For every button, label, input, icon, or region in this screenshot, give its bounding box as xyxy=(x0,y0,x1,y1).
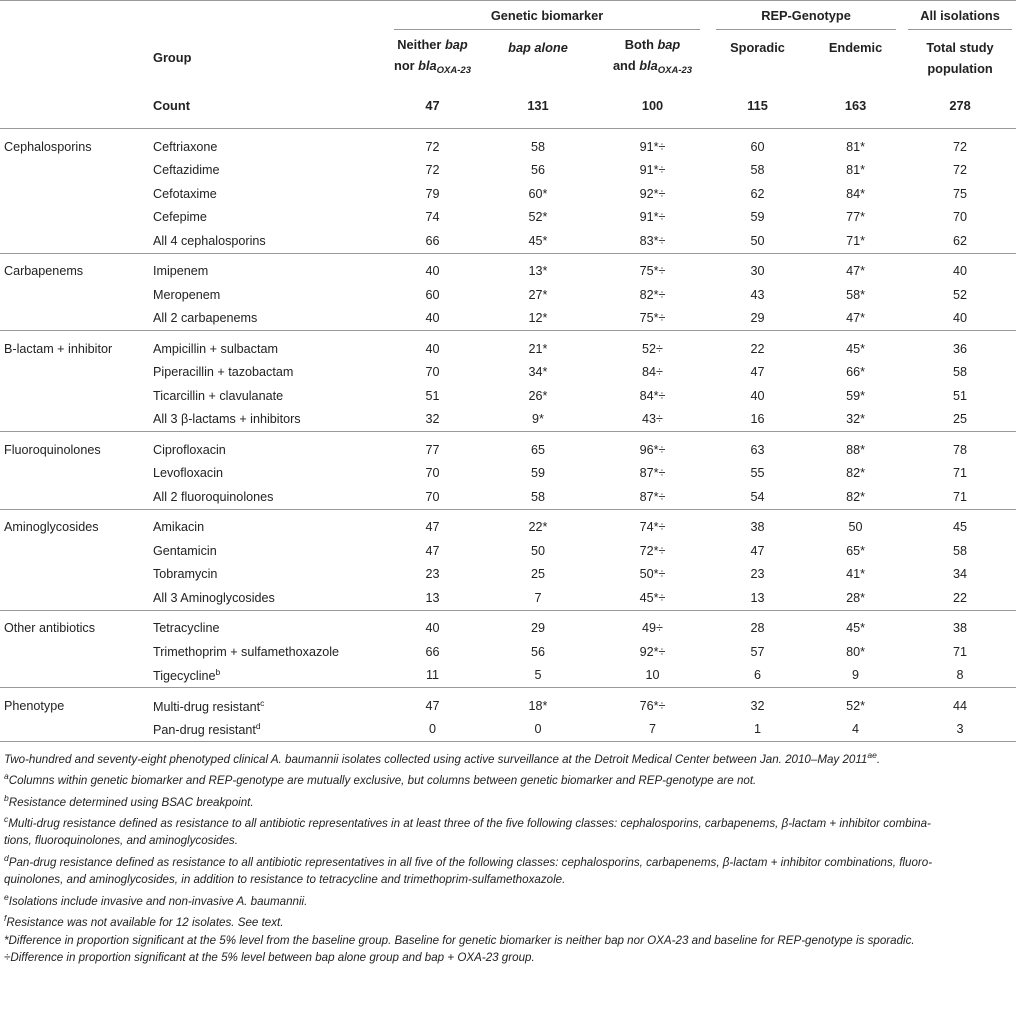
cell-value: 83*÷ xyxy=(639,233,666,248)
table-row xyxy=(0,462,1016,486)
cell-value: 23 xyxy=(425,567,440,582)
cell-value: 79 xyxy=(425,186,440,201)
antibiotic-name: Ticarcillin + clavulanate xyxy=(153,388,284,403)
cell-value: 7 xyxy=(649,722,657,737)
col-both-header: Both bap and bla$_{OXA-23}$ xyxy=(612,37,693,76)
cell-value: 96*÷ xyxy=(639,442,666,457)
cell-value: 51 xyxy=(425,388,440,403)
cell-value: 47* xyxy=(846,311,865,326)
cell-value: 13 xyxy=(425,590,440,605)
table-row xyxy=(0,610,1016,640)
antibiotic-name: All 3 β-lactams + inhibitors xyxy=(153,412,301,427)
table-row xyxy=(0,485,1016,509)
cell-value: 71 xyxy=(953,489,968,504)
cell-value: 40 xyxy=(425,621,440,636)
rep-genotype-header: REP-Genotype xyxy=(716,4,896,30)
col-sporadic-header: Sporadic xyxy=(730,39,785,55)
cell-value: 62 xyxy=(953,233,968,248)
cell-value: 27* xyxy=(528,287,548,302)
cell-value: 22 xyxy=(750,341,765,356)
table-row xyxy=(0,307,1016,331)
cell-value: 50 xyxy=(530,543,545,558)
antibiotic-name: Tetracycline xyxy=(153,621,220,636)
cell-value: 70 xyxy=(425,489,440,504)
class-label: Aminoglycosides xyxy=(4,520,99,535)
antibiotic-name: Multi-drug resistant$^c$ xyxy=(153,697,265,714)
cell-value: 82* xyxy=(846,466,865,481)
cell-value: 66 xyxy=(425,233,440,248)
cell-value: 45* xyxy=(528,233,548,248)
cell-value: 29 xyxy=(530,621,545,636)
cell-value: 52 xyxy=(953,287,968,302)
cell-value: 13 xyxy=(750,590,765,605)
cell-value: 60 xyxy=(750,139,765,154)
table-row xyxy=(0,283,1016,307)
antibiotic-name: All 2 fluoroquinolones xyxy=(153,489,274,504)
cell-value: 59* xyxy=(846,388,865,403)
cell-value: 59 xyxy=(530,466,545,481)
cell-value: 38 xyxy=(750,520,765,535)
cell-value: 92*÷ xyxy=(639,186,666,201)
cell-value: 56 xyxy=(530,163,545,178)
cell-value: 58 xyxy=(750,163,765,178)
footnote-divide: ÷Difference in proportion significant at the 5% level between bap alone group and bap + OXA-23 group. xyxy=(4,951,535,965)
cell-value: 45* xyxy=(846,621,865,636)
cell-value: 57 xyxy=(750,644,765,659)
antibiotic-name: Cefepime xyxy=(153,210,207,225)
count-value: 100 xyxy=(641,98,664,113)
cell-value: 52* xyxy=(528,210,548,225)
cell-value: 32 xyxy=(425,412,440,427)
table-row xyxy=(0,640,1016,664)
cell-value: 92*÷ xyxy=(639,644,666,659)
cell-value: 70 xyxy=(953,210,968,225)
cell-value: 75*÷ xyxy=(639,264,666,279)
cell-value: 45*÷ xyxy=(639,590,666,605)
cell-value: 88* xyxy=(846,442,865,457)
antibiotic-name: Tigecycline$^b$ xyxy=(153,667,221,684)
table-row xyxy=(0,229,1016,253)
cell-value: 71 xyxy=(953,644,968,659)
cell-value: 72 xyxy=(425,139,440,154)
cell-value: 22 xyxy=(953,590,968,605)
footnote-star: *Difference in proportion significant at the 5% level from the baseline group. Baseline for genetic biomarker is neither bap nor OXA-23 and baseline for REP-genotype is sporadic. xyxy=(4,933,915,947)
class-label: Cephalosporins xyxy=(4,139,92,154)
antibiotic-name: Gentamicin xyxy=(153,543,217,558)
cell-value: 47 xyxy=(425,698,440,713)
cell-value: 12* xyxy=(528,311,548,326)
class-label: Phenotype xyxy=(4,698,65,713)
cell-value: 50*÷ xyxy=(639,567,666,582)
cell-value: 51 xyxy=(953,388,968,403)
cell-value: 71* xyxy=(846,233,865,248)
cell-value: 7 xyxy=(534,590,542,605)
cell-value: 81* xyxy=(846,163,865,178)
cell-value: 47 xyxy=(425,543,440,558)
antibiotic-name: Ceftriaxone xyxy=(153,139,218,154)
cell-value: 47 xyxy=(750,365,765,380)
cell-value: 3 xyxy=(956,722,964,737)
cell-value: 56 xyxy=(530,644,545,659)
cell-value: 4 xyxy=(852,722,860,737)
antibiotic-name: All 3 Aminoglycosides xyxy=(153,590,275,605)
cell-value: 63 xyxy=(750,442,765,457)
cell-value: 82* xyxy=(846,489,865,504)
antibiotic-name: Ampicillin + sulbactam xyxy=(153,341,278,356)
cell-value: 65* xyxy=(846,543,865,558)
cell-value: 70 xyxy=(425,466,440,481)
col-bap-alone-header: bap alone xyxy=(508,39,568,55)
antibiotic-name: Trimethoprim + sulfamethoxazole xyxy=(153,644,340,659)
cell-value: 40 xyxy=(953,311,968,326)
cell-value: 34 xyxy=(953,567,968,582)
cell-value: 30 xyxy=(750,264,765,279)
header-row-1 xyxy=(0,1,1016,33)
cell-value: 9 xyxy=(852,668,860,683)
cell-value: 72 xyxy=(953,163,968,178)
table-row xyxy=(0,182,1016,206)
footnote-d: $^d$Pan-drug resistance defined as resistance to all antibiotic representatives in all five of the following classes: cephalosporins, carbapenems, β-lactam + inhibitor combinations, fluoro- xyxy=(4,852,933,869)
cell-value: 43 xyxy=(750,287,765,302)
cell-value: 40 xyxy=(750,388,765,403)
antibiotic-name: Piperacillin + tazobactam xyxy=(153,365,294,380)
cell-value: 75*÷ xyxy=(639,311,666,326)
cell-value: 23 xyxy=(750,567,765,582)
cell-value: 21* xyxy=(528,341,548,356)
cell-value: 47 xyxy=(750,543,765,558)
antibiotic-name: Cefotaxime xyxy=(153,186,217,201)
table-row xyxy=(0,539,1016,563)
cell-value: 91*÷ xyxy=(639,139,666,154)
col-neither-header: Neither bap nor bla$_{OXA-23}$ xyxy=(394,37,471,76)
cell-value: 87*÷ xyxy=(639,489,666,504)
cell-value: 80* xyxy=(846,644,865,659)
table-row xyxy=(0,408,1016,432)
cell-value: 43÷ xyxy=(642,412,663,427)
cell-value: 25 xyxy=(530,567,545,582)
cell-value: 50 xyxy=(750,233,765,248)
cell-value: 84* xyxy=(846,186,865,201)
cell-value: 26* xyxy=(528,388,548,403)
antibiotic-name: Levofloxacin xyxy=(153,466,224,481)
antibiotic-name: Imipenem xyxy=(153,264,209,279)
table-row xyxy=(0,509,1016,539)
table-row xyxy=(0,718,1016,742)
cell-value: 9* xyxy=(532,412,544,427)
cell-value: 77 xyxy=(425,442,440,457)
header-row-2 xyxy=(0,32,1016,83)
cell-value: 28* xyxy=(846,590,865,605)
antibiotic-name: Pan-drug resistant$^d$ xyxy=(153,721,261,738)
footnote-e: $^e$Isolations include invasive and non-invasive A. baumannii. xyxy=(4,891,308,908)
cell-value: 77* xyxy=(846,210,865,225)
antibiotic-name: Amikacin xyxy=(153,520,205,535)
footnote-b: $^b$Resistance determined using BSAC breakpoint. xyxy=(4,792,254,809)
cell-value: 75 xyxy=(953,186,968,201)
cell-value: 66 xyxy=(425,644,440,659)
table-row xyxy=(0,206,1016,230)
cell-value: 60 xyxy=(425,287,440,302)
cell-value: 66* xyxy=(846,365,865,380)
footnote-c: $^c$Multi-drug resistance defined as resistance to all antibiotic representatives in at least three of the five following classes: cephalosporins, carbapenems, β-lactam + inhibitor combina- xyxy=(4,814,931,830)
cell-value: 72*÷ xyxy=(639,543,666,558)
cell-value: 10 xyxy=(645,668,660,683)
cell-value: 87*÷ xyxy=(639,466,666,481)
cell-value: 0 xyxy=(428,722,436,737)
cell-value: 25 xyxy=(953,412,968,427)
cell-value: 78 xyxy=(953,442,968,457)
class-label: Carbapenems xyxy=(4,264,84,279)
table-row xyxy=(0,361,1016,385)
cell-value: 28 xyxy=(750,621,765,636)
cell-value: 45* xyxy=(846,341,865,356)
cell-value: 59 xyxy=(750,210,765,225)
cell-value: 40 xyxy=(425,311,440,326)
cell-value: 47* xyxy=(846,264,865,279)
cell-value: 16 xyxy=(750,412,765,427)
count-value: 163 xyxy=(844,98,867,113)
footnotes xyxy=(0,742,1016,967)
cell-value: 65 xyxy=(530,442,545,457)
cell-value: 29 xyxy=(750,311,765,326)
cell-value: 58 xyxy=(953,543,968,558)
cell-value: 55 xyxy=(750,466,765,481)
antibiotic-name: Meropenem xyxy=(153,287,221,302)
class-label: Fluoroquinolones xyxy=(4,442,101,457)
cell-value: 81* xyxy=(846,139,865,154)
table-row xyxy=(0,563,1016,587)
table-row xyxy=(0,331,1016,361)
cell-value: 18* xyxy=(528,698,548,713)
cell-value: 62 xyxy=(750,186,765,201)
cell-value: 58 xyxy=(530,489,545,504)
class-label: Other antibiotics xyxy=(4,621,95,636)
cell-value: 72 xyxy=(425,163,440,178)
cell-value: 22* xyxy=(528,520,548,535)
table-row xyxy=(0,586,1016,610)
antibiotic-name: Ceftazidime xyxy=(153,163,220,178)
cell-value: 41* xyxy=(846,567,865,582)
cell-value: 54 xyxy=(750,489,765,504)
cell-value: 76*÷ xyxy=(639,698,666,713)
footnote-intro: Two-hundred and seventy-eight phenotyped clinical A. baumannii isolates collected using active surveillance at the Detroit Medical Center between Jan. 2010–May $2011^{ae}$. xyxy=(4,750,881,766)
count-label: Count xyxy=(153,98,190,113)
antibiotic-name: All 4 cephalosporins xyxy=(153,233,266,248)
cell-value: 60* xyxy=(528,186,548,201)
cell-value: 74*÷ xyxy=(639,520,666,535)
cell-value: 6 xyxy=(754,668,762,683)
table-row xyxy=(0,688,1016,718)
cell-value: 11 xyxy=(425,668,440,683)
table-row xyxy=(0,432,1016,462)
cell-value: 84*÷ xyxy=(639,388,666,403)
cell-value: 0 xyxy=(534,722,542,737)
col-endemic-header: Endemic xyxy=(828,39,883,55)
group-header: Group xyxy=(153,50,192,65)
cell-value: 44 xyxy=(953,698,968,713)
cell-value: 74 xyxy=(425,210,440,225)
antibiotic-name: Tobramycin xyxy=(153,567,218,582)
cell-value: 49÷ xyxy=(642,621,663,636)
cell-value: 38 xyxy=(953,621,968,636)
table-row xyxy=(0,253,1016,283)
cell-value: 84÷ xyxy=(642,365,663,380)
cell-value: 8 xyxy=(956,668,964,683)
cell-value: 52÷ xyxy=(642,341,663,356)
cell-value: 58* xyxy=(846,287,865,302)
table-row xyxy=(0,129,1016,159)
cell-value: 91*÷ xyxy=(639,163,666,178)
cell-value: 32 xyxy=(750,698,765,713)
cell-value: 40 xyxy=(425,264,440,279)
cell-value: 36 xyxy=(953,341,968,356)
count-value: 131 xyxy=(527,98,549,113)
antibiotic-name: All 2 carbapenems xyxy=(153,311,258,326)
footnote-f: $^f$Resistance was not available for 12 isolates. See text. xyxy=(4,913,284,930)
cell-value: 82*÷ xyxy=(639,287,666,302)
cell-value: 58 xyxy=(953,365,968,380)
count-value: 278 xyxy=(949,98,971,113)
cell-value: 40 xyxy=(953,264,968,279)
count-value: 115 xyxy=(747,98,768,113)
cell-value: 5 xyxy=(534,668,542,683)
col-total-header: Total study population xyxy=(926,39,994,76)
cell-value: 32* xyxy=(846,412,865,427)
count-value: 47 xyxy=(425,98,440,113)
cell-value: 50 xyxy=(848,520,863,535)
cell-value: 71 xyxy=(953,466,968,481)
cell-value: 70 xyxy=(425,365,440,380)
all-isolations-header: All isolations xyxy=(908,4,1012,30)
cell-value: 91*÷ xyxy=(639,210,666,225)
cell-value: 34* xyxy=(528,365,548,380)
cell-value: 52* xyxy=(846,698,865,713)
cell-value: 58 xyxy=(530,139,545,154)
footnote-d-cont: quinolones, and aminoglycosides, in addition to resistance to tetracycline and trimethoprim-sulfamethoxazole. xyxy=(4,873,566,887)
cell-value: 13* xyxy=(528,264,548,279)
cell-value: 45 xyxy=(953,520,968,535)
footnote-a: $^a$Columns within genetic biomarker and REP-genotype are mutually exclusive, but columns between genetic biomarker and REP-genotype are not. xyxy=(4,771,757,788)
count-row xyxy=(0,83,1016,129)
cell-value: 1 xyxy=(754,722,762,737)
cell-value: 47 xyxy=(425,520,440,535)
cell-value: 72 xyxy=(953,139,968,154)
cell-value: 40 xyxy=(425,341,440,356)
table-row xyxy=(0,159,1016,183)
antibiotic-name: Ciprofloxacin xyxy=(153,442,226,457)
class-label: B-lactam + inhibitor xyxy=(4,341,113,356)
genetic-biomarker-header: Genetic biomarker xyxy=(394,4,700,30)
table-row xyxy=(0,384,1016,408)
footnote-c-cont: tions, fluoroquinolones, and aminoglycosides. xyxy=(4,834,238,848)
table-row xyxy=(0,664,1016,688)
